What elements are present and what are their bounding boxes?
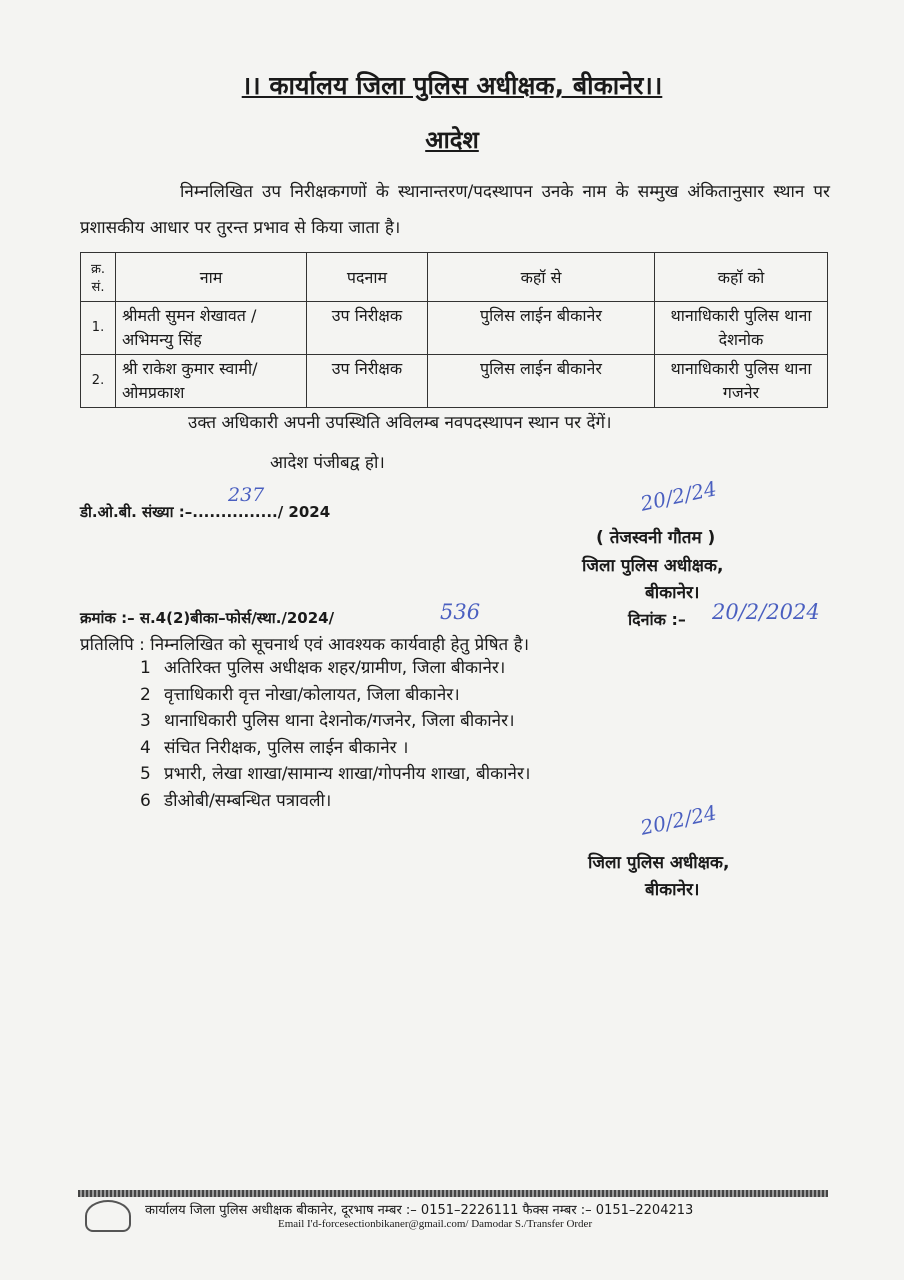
officer-designation: जिला पुलिस अधीक्षक, — [582, 556, 724, 576]
cell-from: पुलिस लाईन बीकानेर — [428, 355, 655, 408]
signatory-designation: जिला पुलिस अधीक्षक, — [588, 853, 730, 873]
police-emblem-icon — [85, 1200, 131, 1232]
copy-to-label: प्रतिलिपि : निम्नलिखित को सूचनार्थ एवं आवश्यक कार्यवाही हेतु प्रेषित है। — [80, 635, 530, 655]
reference-number: क्रमांक :– स.4(2)बीका–फोर्स/स्था./2024/ — [80, 609, 335, 627]
cell-from: पुलिस लाईन बीकानेर — [428, 302, 655, 355]
footer-contact: कार्यालय जिला पुलिस अधीक्षक बीकानेर, दूरभाष नम्बर :– 0151–2226111 फैक्स नम्बर :– 0151–2204213 — [145, 1203, 694, 1218]
cell-to: थानाधिकारी पुलिस थाना देशनोक — [655, 302, 828, 355]
table-row — [81, 355, 828, 408]
dob-label: डी.ओ.बी. संख्या :– — [80, 503, 193, 521]
col-serial: क्र. सं. — [81, 253, 116, 302]
list-item: 2 वृत्ताधिकारी वृत्त नोखा/कोलायत, जिला बीकानेर। — [140, 684, 460, 705]
copy-to-list — [140, 655, 530, 814]
col-name: नाम — [116, 253, 307, 302]
col-designation: पदनाम — [307, 253, 428, 302]
cell-name: श्री राकेश कुमार स्वामी/ओमप्रकाश — [116, 355, 307, 408]
register-text: आदेश पंजीबद्व हो। — [270, 453, 385, 473]
date-label: दिनांक :– — [628, 610, 686, 629]
order-heading: आदेश — [425, 126, 479, 154]
list-item: 5 प्रभारी, लेखा शाखा/सामान्य शाखा/गोपनीय शाखा, बीकानेर। — [140, 764, 531, 784]
signatory-place: बीकानेर। — [645, 880, 700, 900]
cell-serial: 1. — [81, 302, 116, 355]
signature-1: 20/2/24 — [638, 476, 719, 516]
dob-handwritten-number: 237 — [228, 484, 265, 506]
list-item: 6 डीओबी/सम्बन्धित पत्रावली। — [140, 790, 332, 811]
cell-to: थानाधिकारी पुलिस थाना गजनेर — [655, 355, 828, 408]
instruction-text: उक्त अधिकारी अपनी उपस्थिति अविलम्ब नवपदस्थापन स्थान पर देंगें। — [188, 413, 612, 433]
signature-2: 20/2/24 — [638, 800, 719, 840]
office-title: ।। कार्यालय जिला पुलिस अधीक्षक, बीकानेर।। — [241, 71, 663, 100]
cell-name: श्रीमती सुमन शेखावत /अभिमन्यु सिंह — [116, 302, 307, 355]
transfer-table — [80, 252, 828, 408]
handwritten-date: 20/2/2024 — [712, 600, 820, 624]
officer-name: ( तेजस्वनी गौतम ) — [596, 528, 716, 548]
list-item: 1 अतिरिक्त पुलिस अधीक्षक शहर/ग्रामीण, जिला बीकानेर। — [140, 658, 506, 678]
footer-email: Email I'd-forcesectionbikaner@gmail.com/ Damodar S./Transfer Order — [278, 1218, 593, 1230]
officer-place: बीकानेर। — [645, 583, 700, 603]
dob-dots: ............... — [192, 503, 278, 521]
cell-designation: उप निरीक्षक — [307, 355, 428, 408]
dob-number — [80, 502, 330, 522]
reference-handwritten-number: 536 — [440, 600, 481, 624]
list-item: 4 संचित निरीक्षक, पुलिस लाईन बीकानेर । — [140, 737, 409, 758]
cell-designation: उप निरीक्षक — [307, 302, 428, 355]
list-item: 3 थानाधिकारी पुलिस थाना देशनोक/गजनेर, जिला बीकानेर। — [140, 711, 515, 731]
table-row — [81, 302, 828, 355]
table-header-row — [81, 253, 828, 302]
footer-divider — [78, 1190, 828, 1197]
intro-paragraph: निम्नलिखित उप निरीक्षकगणों के स्थानान्तरण/पदस्थापन उनके नाम के सम्मुख अंकितानुसार स्थान पर प्रशासकीय आधार पर तुरन्त प्रभाव से किया जाता है। — [80, 182, 830, 238]
dob-year: / 2024 — [277, 503, 331, 521]
cell-serial: 2. — [81, 355, 116, 408]
col-from: कहॉ से — [428, 253, 655, 302]
col-to: कहॉ को — [655, 253, 828, 302]
